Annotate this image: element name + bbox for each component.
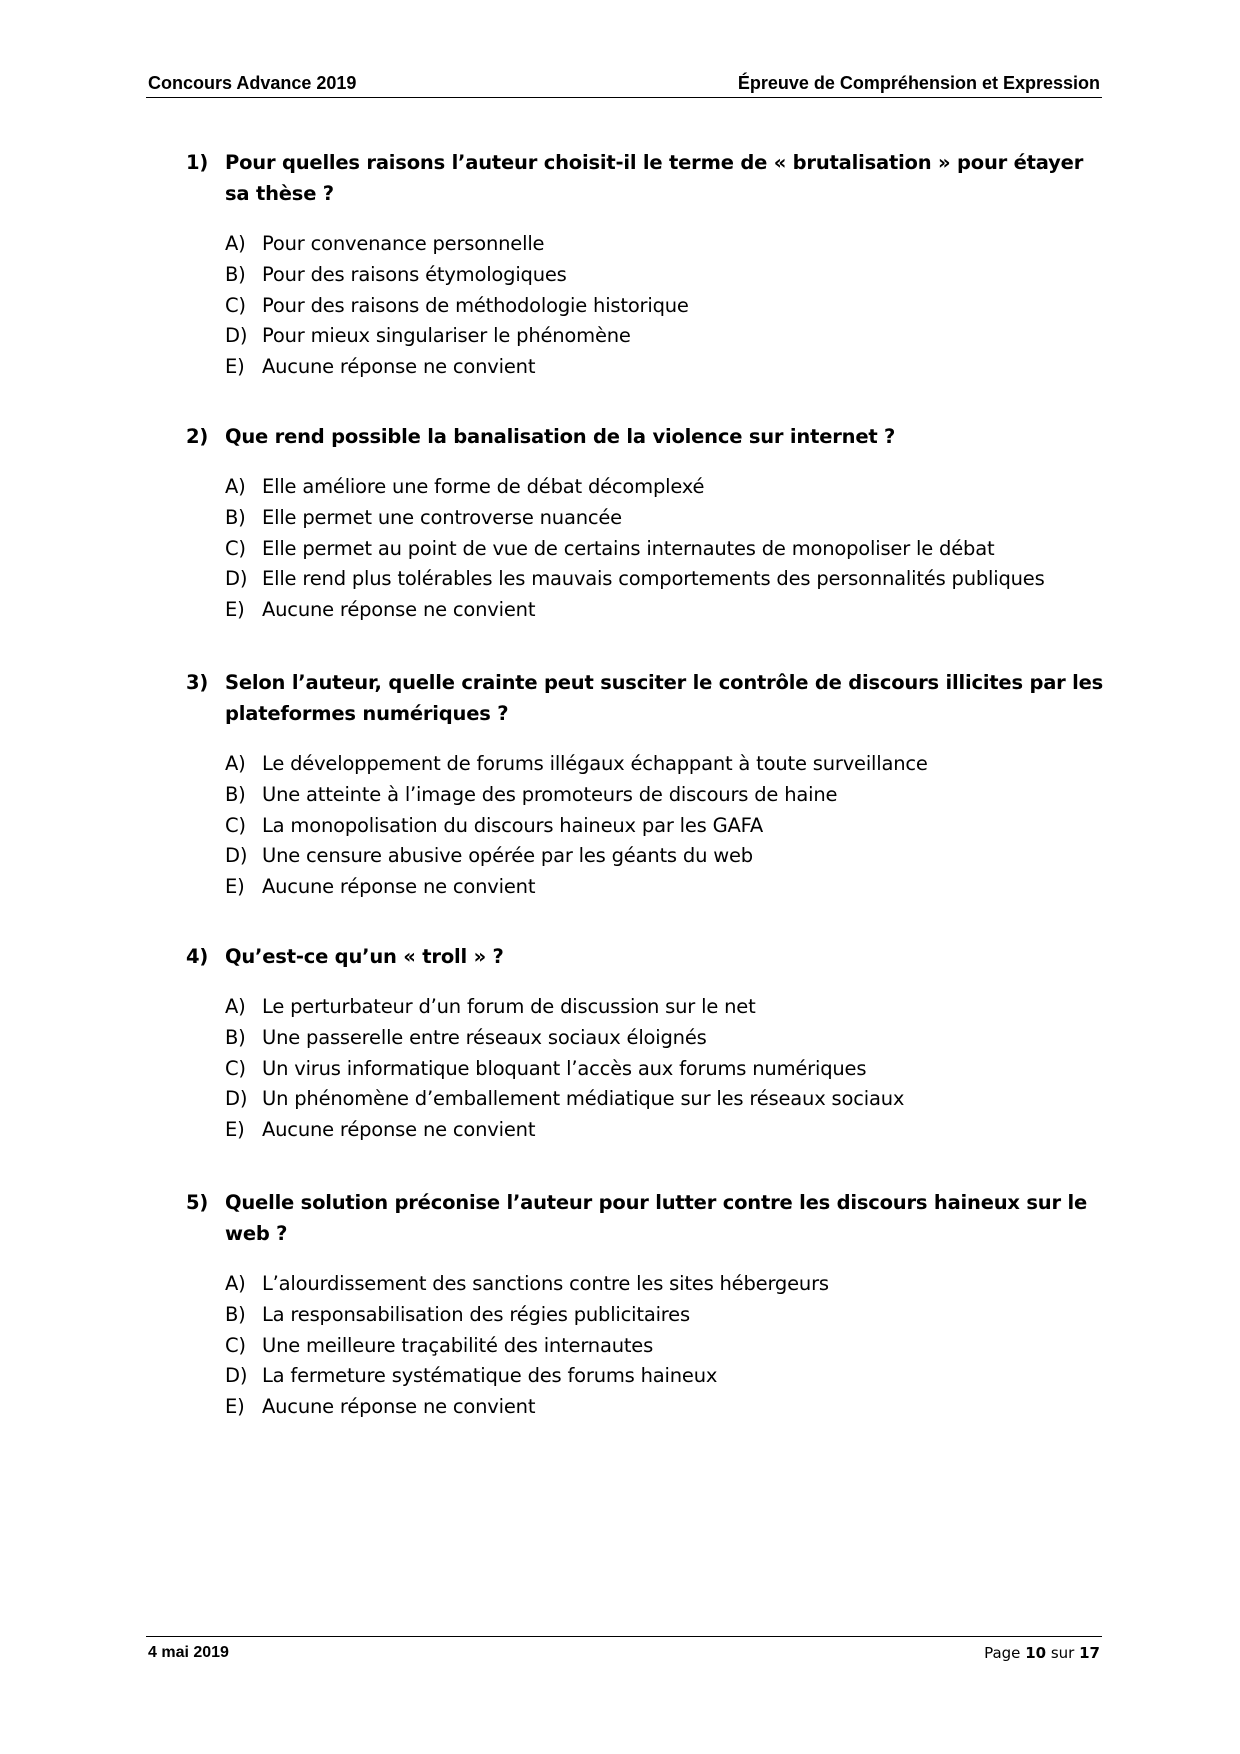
question-title xyxy=(186,1187,1106,1249)
option-letter: C) xyxy=(225,536,246,560)
option-d xyxy=(186,1361,1106,1392)
option-letter: C) xyxy=(225,813,246,837)
option-text: Le développement de forums illégaux échappant à toute surveillance xyxy=(262,752,928,775)
option-letter: A) xyxy=(225,475,246,498)
option-text: Un virus informatique bloquant l’accès aux forums numériques xyxy=(262,1056,867,1080)
option-list xyxy=(186,472,1106,626)
question-4 xyxy=(186,941,1106,1187)
option-text: Pour des raisons étymologiques xyxy=(262,262,567,286)
option-b xyxy=(186,1300,1106,1331)
question-title xyxy=(186,147,1106,209)
header-section-title: Épreuve de Compréhension et Expression xyxy=(737,73,1100,93)
option-letter: A) xyxy=(225,752,246,775)
question-list xyxy=(186,147,1106,1461)
option-text: La monopolisation du discours haineux par les GAFA xyxy=(262,813,764,837)
option-letter: B) xyxy=(225,505,246,529)
option-text: Pour convenance personnelle xyxy=(262,232,545,255)
question-text: Que rend possible la banalisation de la violence sur internet ? xyxy=(225,425,896,448)
option-letter: A) xyxy=(225,995,246,1018)
option-text: Aucune réponse ne convient xyxy=(262,875,536,899)
option-letter: D) xyxy=(225,567,248,591)
option-d xyxy=(186,321,1106,352)
option-b xyxy=(186,1023,1106,1054)
option-text: L’alourdissement des sanctions contre les sites hébergeurs xyxy=(262,1272,829,1295)
page-current: 10 xyxy=(1025,1644,1047,1662)
option-letter: D) xyxy=(225,1364,248,1388)
question-2 xyxy=(186,421,1106,667)
option-d xyxy=(186,841,1106,872)
option-text: Une atteinte à l’image des promoteurs de discours de haine xyxy=(262,782,838,806)
option-c xyxy=(186,291,1106,322)
option-b xyxy=(186,503,1106,534)
option-text: La fermeture systématique des forums haineux xyxy=(262,1364,718,1388)
question-number: 2) xyxy=(186,425,209,448)
option-letter: E) xyxy=(225,598,245,622)
option-letter: D) xyxy=(225,844,248,868)
question-title xyxy=(186,667,1106,729)
option-e xyxy=(186,595,1106,626)
option-c xyxy=(186,1054,1106,1085)
option-list xyxy=(186,1269,1106,1423)
question-3 xyxy=(186,667,1106,941)
option-letter: A) xyxy=(225,232,246,255)
option-letter: D) xyxy=(225,1087,248,1111)
option-e xyxy=(186,872,1106,903)
page-label: Page xyxy=(984,1644,1021,1662)
question-title xyxy=(186,421,1106,452)
option-letter: E) xyxy=(225,875,245,899)
option-text: Aucune réponse ne convient xyxy=(262,1395,536,1419)
option-text: Une censure abusive opérée par les géants du web xyxy=(262,844,753,868)
option-text: Aucune réponse ne convient xyxy=(262,355,536,379)
option-a xyxy=(186,749,1106,780)
option-letter: C) xyxy=(225,293,246,317)
option-letter: B) xyxy=(225,782,246,806)
option-letter: A) xyxy=(225,1272,246,1295)
page-of-label: sur xyxy=(1050,1644,1075,1662)
option-text: Un phénomène d’emballement médiatique sur les réseaux sociaux xyxy=(262,1087,905,1111)
option-text: La responsabilisation des régies publicitaires xyxy=(262,1302,690,1326)
option-letter: E) xyxy=(225,1118,245,1142)
question-1 xyxy=(186,147,1106,421)
page-counter xyxy=(984,1644,1100,1662)
option-letter: D) xyxy=(225,324,248,348)
footer-date: 4 mai 2019 xyxy=(148,1644,229,1661)
option-list xyxy=(186,229,1106,383)
question-number: 5) xyxy=(186,1191,209,1214)
option-c xyxy=(186,811,1106,842)
question-text: Qu’est-ce qu’un « troll » ? xyxy=(225,945,504,968)
option-letter: B) xyxy=(225,1025,246,1049)
option-text: Une passerelle entre réseaux sociaux éloignés xyxy=(262,1025,707,1049)
option-letter: B) xyxy=(225,262,246,286)
question-number: 1) xyxy=(186,151,209,174)
option-list xyxy=(186,749,1106,903)
option-text: Elle permet une controverse nuancée xyxy=(262,505,622,529)
option-d xyxy=(186,1084,1106,1115)
option-a xyxy=(186,229,1106,260)
option-d xyxy=(186,564,1106,595)
option-c xyxy=(186,534,1106,565)
page-footer xyxy=(146,1636,1102,1661)
option-letter: C) xyxy=(225,1056,246,1080)
option-list xyxy=(186,992,1106,1146)
option-text: Elle rend plus tolérables les mauvais comportements des personnalités publiques xyxy=(262,567,1045,591)
option-a xyxy=(186,1269,1106,1300)
option-e xyxy=(186,352,1106,383)
option-text: Aucune réponse ne convient xyxy=(262,1118,536,1142)
option-e xyxy=(186,1115,1106,1146)
question-title xyxy=(186,941,1106,972)
question-number: 3) xyxy=(186,671,209,694)
option-text: Une meilleure traçabilité des internautes xyxy=(262,1333,654,1357)
option-text: Elle améliore une forme de débat décomplexé xyxy=(262,475,705,498)
question-5 xyxy=(186,1187,1106,1461)
option-letter: E) xyxy=(225,1395,245,1419)
option-a xyxy=(186,472,1106,503)
question-text: Quelle solution préconise l’auteur pour lutter contre les discours haineux sur le web ? xyxy=(225,1191,1087,1245)
option-b xyxy=(186,260,1106,291)
question-number: 4) xyxy=(186,945,209,968)
option-text: Le perturbateur d’un forum de discussion sur le net xyxy=(262,995,756,1018)
option-letter: C) xyxy=(225,1333,246,1357)
option-text: Pour des raisons de méthodologie historique xyxy=(262,293,689,317)
option-text: Aucune réponse ne convient xyxy=(262,598,536,622)
option-c xyxy=(186,1331,1106,1362)
option-b xyxy=(186,780,1106,811)
header-exam-title: Concours Advance 2019 xyxy=(148,73,357,93)
question-text: Pour quelles raisons l’auteur choisit-il le terme de « brutalisation » pour étayer sa thèse ? xyxy=(225,151,1084,205)
option-a xyxy=(186,992,1106,1023)
option-text: Pour mieux singulariser le phénomène xyxy=(262,324,631,348)
option-text: Elle permet au point de vue de certains internautes de monopoliser le débat xyxy=(262,536,995,560)
page-total: 17 xyxy=(1079,1644,1100,1662)
option-letter: B) xyxy=(225,1302,246,1326)
question-text: Selon l’auteur, quelle crainte peut susciter le contrôle de discours illicites par les plateformes numériques ? xyxy=(225,671,1104,725)
page-header xyxy=(146,73,1102,98)
option-e xyxy=(186,1392,1106,1423)
option-letter: E) xyxy=(225,355,245,379)
